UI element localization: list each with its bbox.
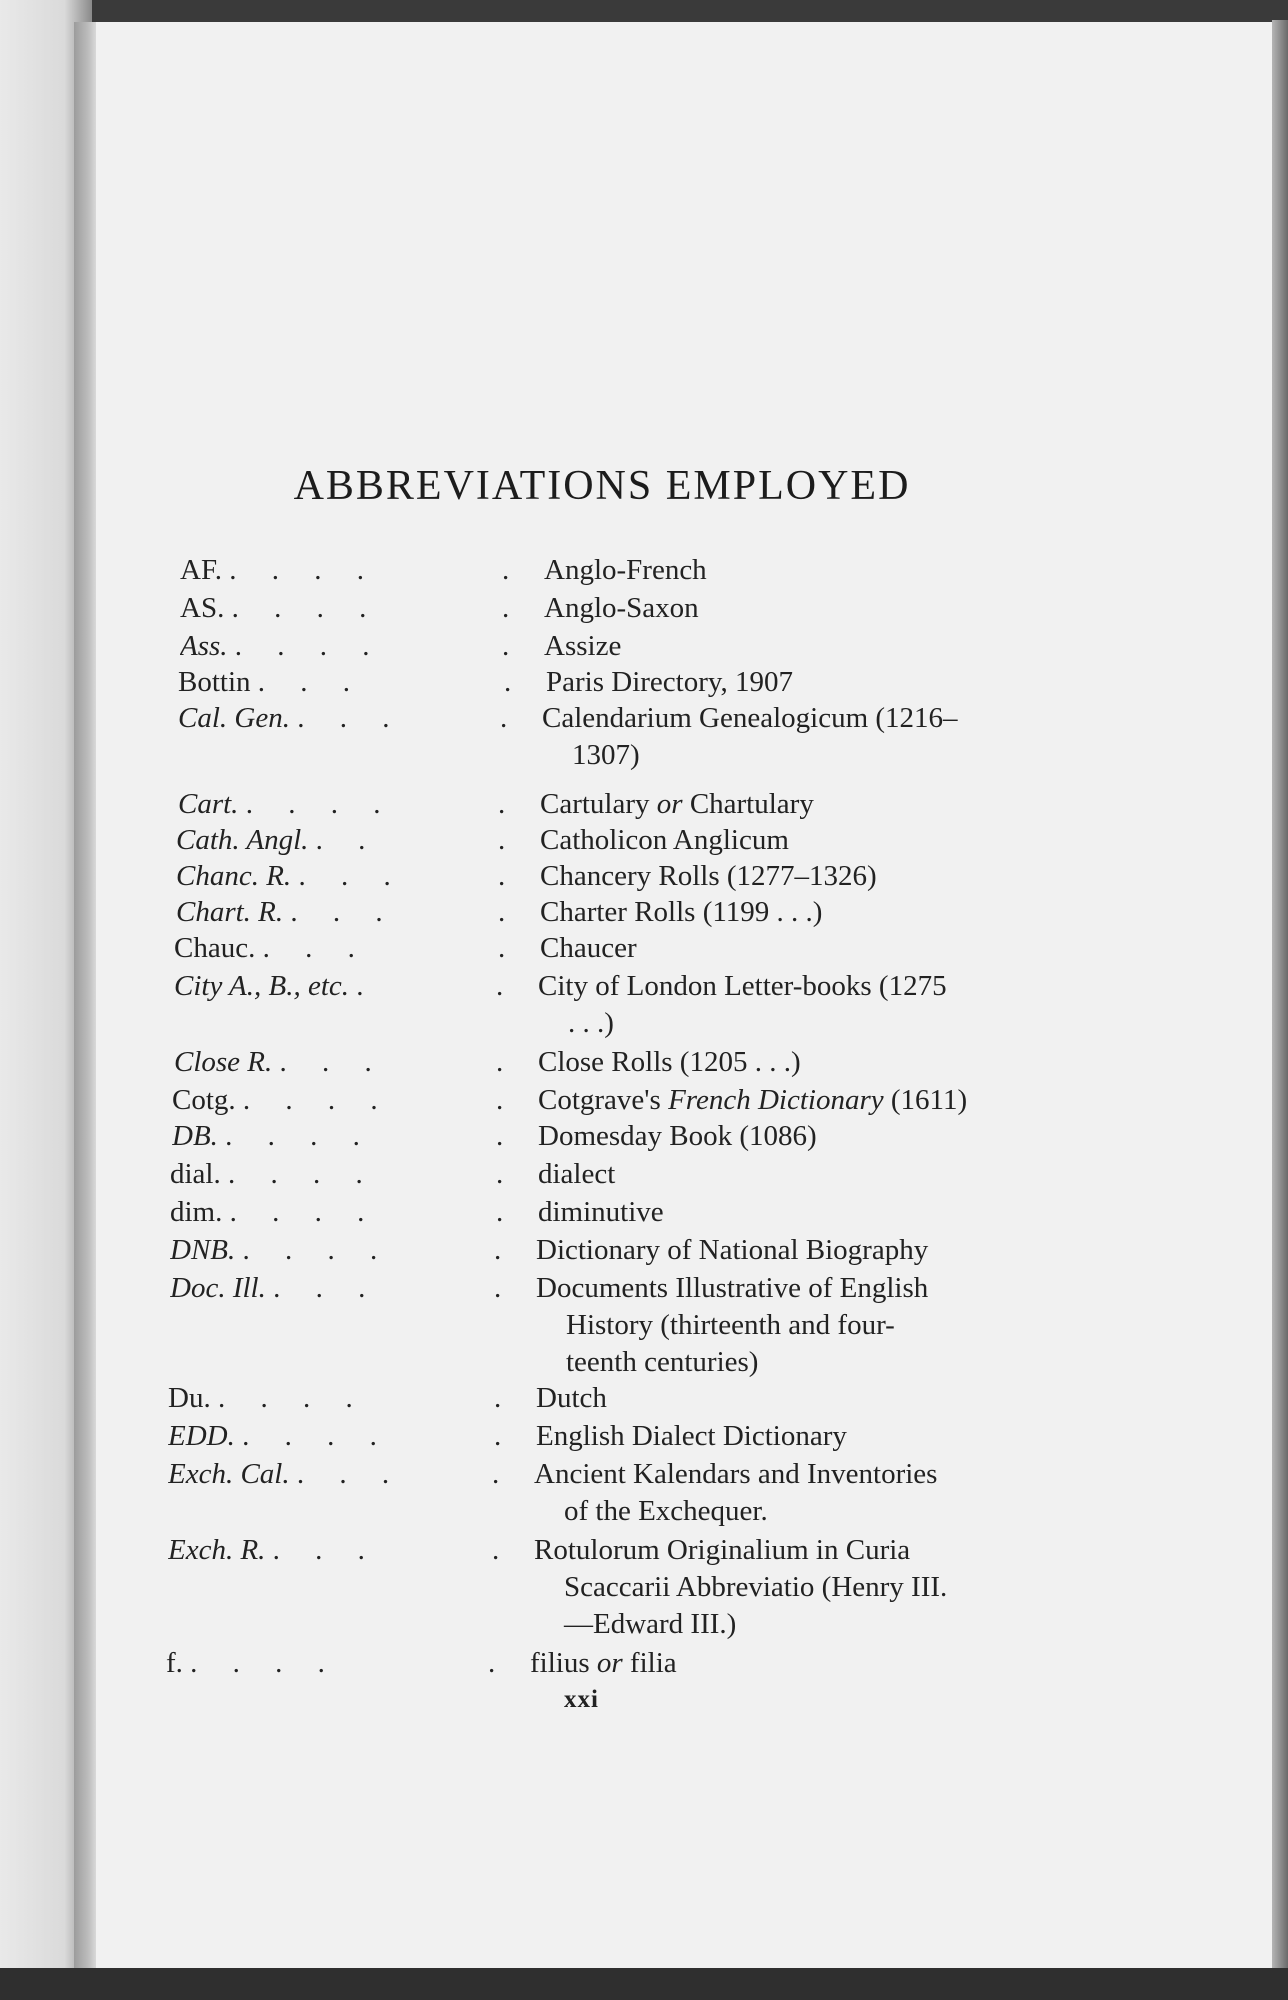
abbreviation <box>172 1118 502 1154</box>
page-title: ABBREVIATIONS EMPLOYED <box>293 463 911 509</box>
definition <box>544 590 1024 627</box>
definition-text: Cartulary <box>540 788 657 820</box>
abbreviation <box>174 968 504 1004</box>
leader-dots: . . . . <box>228 1158 377 1190</box>
leader-dots: . . . <box>297 702 404 734</box>
definition-text: Anglo-French <box>544 554 707 586</box>
leader-dots: . . . . <box>231 592 381 624</box>
definition-continuation: Scaccarii Abbreviatio (Henry III. <box>564 1571 948 1603</box>
leader-dots: . . . <box>273 1272 380 1304</box>
leader-dot: . <box>498 788 506 820</box>
definition-text: (1611) <box>883 1084 968 1116</box>
definition-continuation: —Edward III.) <box>564 1608 737 1640</box>
leader-dots: . . . <box>298 860 405 892</box>
abbreviation <box>170 1156 500 1192</box>
abbreviation <box>180 628 510 664</box>
leader-dots: . . . . <box>242 1084 392 1116</box>
leader-dot: . <box>502 630 510 662</box>
abbreviation-text: f. <box>166 1647 183 1679</box>
page-number: xxi <box>564 1686 599 1713</box>
definition <box>534 1532 1014 1643</box>
definition-text: English Dialect Dictionary <box>536 1420 847 1452</box>
definition <box>538 1156 1018 1193</box>
definition <box>536 1418 1016 1455</box>
leader-dot: . <box>492 1534 500 1566</box>
abbreviation-text: Cal. Gen. <box>178 702 290 734</box>
abbreviation <box>168 1532 498 1568</box>
leader-dot: . <box>504 666 512 698</box>
leader-dots: . . . . <box>229 1196 379 1228</box>
definition-text: filia <box>622 1647 677 1679</box>
definition-continuation: 1307) <box>572 739 640 771</box>
leader-dot: . <box>496 1084 504 1116</box>
definition <box>538 1082 1018 1119</box>
definition <box>536 1232 1016 1269</box>
definition-text: diminutive <box>538 1196 664 1228</box>
leader-dots: . . . . <box>229 554 378 586</box>
abbreviation-text: Du. <box>168 1382 211 1414</box>
abbreviation <box>180 590 510 626</box>
abbreviation-text: Ass. <box>180 630 228 662</box>
leader-dots: . . . <box>279 1046 386 1078</box>
abbreviation-text: City A., B., etc. <box>174 970 350 1002</box>
abbreviation-text: Doc. Ill. <box>170 1272 266 1304</box>
abbreviation <box>170 1232 500 1268</box>
definition-italic-text: or <box>596 1647 623 1679</box>
definition-text: Calendarium Genealogicum (1216– <box>542 702 958 734</box>
abbreviation <box>166 1645 496 1681</box>
definition-text: Rotulorum Originalium in Curia <box>534 1534 911 1566</box>
definition <box>534 1456 1014 1530</box>
abbreviation-text: Cath. Angl. <box>176 824 309 856</box>
abbreviation-text: dim. <box>170 1196 223 1228</box>
definition-text: Domesday Book (1086) <box>538 1120 817 1152</box>
leader-dot: . <box>496 1196 504 1228</box>
definition <box>538 1194 1018 1231</box>
leader-dots: . . . . <box>190 1647 339 1679</box>
abbreviation <box>178 700 508 736</box>
definition <box>536 1270 1016 1381</box>
leader-dot: . <box>496 1046 504 1078</box>
definition-continuation: History (thirteenth and four- <box>566 1309 895 1341</box>
abbreviation-text: DNB. <box>170 1234 236 1266</box>
definition-italic-text: French Dictionary <box>668 1084 884 1116</box>
abbreviation-text: Bottin <box>178 666 251 698</box>
definition-text: Cotgrave's <box>538 1084 669 1116</box>
leader-dot: . <box>498 860 506 892</box>
leader-dots: . . . <box>272 1534 379 1566</box>
leader-dot: . <box>496 1158 504 1190</box>
definition-text: Charter Rolls (1199 . . .) <box>540 896 823 928</box>
abbreviation-text: Exch. Cal. <box>168 1458 290 1490</box>
definition-text: Paris Directory, 1907 <box>546 666 793 698</box>
leader-dot: . <box>494 1420 502 1452</box>
abbreviation <box>168 1380 498 1416</box>
abbreviation-text: Chanc. R. <box>176 860 292 892</box>
definition-text: Documents Illustrative of English <box>536 1272 929 1304</box>
leader-dot: . <box>494 1272 502 1304</box>
definition <box>540 930 1020 967</box>
definition-text: Assize <box>544 630 622 662</box>
leader-dot: . <box>498 932 506 964</box>
definition <box>542 700 1022 774</box>
definition-text: dialect <box>538 1158 616 1190</box>
abbreviation-text: DB. <box>172 1120 218 1152</box>
leader-dots: . . . <box>262 932 369 964</box>
definition <box>544 628 1024 665</box>
abbreviation <box>168 1456 498 1492</box>
leader-dots: . . . <box>296 1458 404 1490</box>
abbreviation <box>176 822 506 858</box>
abbreviation <box>178 786 508 822</box>
leader-dot: . <box>498 824 506 856</box>
abbreviation <box>168 1418 498 1454</box>
leader-dots: . . . <box>257 666 365 698</box>
leader-dot: . <box>494 1234 502 1266</box>
definition <box>544 552 1024 589</box>
leader-dot: . <box>502 592 510 624</box>
abbreviation-text: Cotg. <box>172 1084 236 1116</box>
leader-dots: . . <box>315 824 380 856</box>
leader-dot: . <box>500 702 508 734</box>
leader-dots: . . . . <box>217 1382 367 1414</box>
definition-text: Chaucer <box>540 932 637 964</box>
leader-dot: . <box>494 1382 502 1414</box>
abbreviation <box>174 930 504 966</box>
definition <box>536 1380 1016 1417</box>
abbreviation-text: Chart. R. <box>176 896 284 928</box>
definition-text: Chancery Rolls (1277–1326) <box>540 860 877 892</box>
definition <box>540 894 1020 931</box>
definition-italic-text: or <box>656 788 683 820</box>
leader-dots: . . . <box>290 896 397 928</box>
definition-continuation: . . .) <box>568 1007 614 1039</box>
leader-dot: . <box>496 1120 504 1152</box>
abbreviation-text: Exch. R. <box>168 1534 266 1566</box>
leader-dot: . <box>498 896 506 928</box>
definition-text: Anglo-Saxon <box>544 592 699 624</box>
leader-dots: . . . . <box>245 788 395 820</box>
abbreviation-text: AF. <box>180 554 222 586</box>
abbreviation <box>174 1044 504 1080</box>
definition <box>530 1645 1010 1682</box>
leader-dots: . . . . <box>242 1420 391 1452</box>
definition-text: City of London Letter-books (1275 <box>538 970 947 1002</box>
abbreviation <box>178 664 508 700</box>
leader-dots: . . . . <box>234 630 384 662</box>
abbreviation-text: Close R. <box>174 1046 273 1078</box>
abbreviation <box>170 1270 500 1306</box>
abbreviation-text: Chauc. <box>174 932 256 964</box>
leader-dot: . <box>502 554 510 586</box>
definition <box>540 786 1020 823</box>
abbreviation <box>176 894 506 930</box>
abbreviation-text: AS. <box>180 592 225 624</box>
leader-dot: . <box>492 1458 500 1490</box>
definition-text: Chartulary <box>682 788 814 820</box>
leader-dots: . <box>356 970 378 1002</box>
abbreviation <box>170 1194 500 1230</box>
definition <box>546 664 1026 701</box>
definition-text: Ancient Kalendars and Inventories <box>534 1458 938 1490</box>
definition-continuation: of the Exchequer. <box>564 1495 768 1527</box>
definition <box>538 968 1018 1042</box>
definition <box>540 858 1020 895</box>
definition-text: Dutch <box>536 1382 607 1414</box>
definition <box>538 1118 1018 1155</box>
definition-text: filius <box>530 1647 597 1679</box>
abbreviation <box>180 552 510 588</box>
definition-text: Dictionary of National Biography <box>536 1234 929 1266</box>
abbreviation-text: EDD. <box>168 1420 235 1452</box>
leader-dots: . . . . <box>242 1234 392 1266</box>
abbreviation-text: dial. <box>170 1158 221 1190</box>
definition <box>538 1044 1018 1081</box>
definition-text: Close Rolls (1205 . . .) <box>538 1046 801 1078</box>
leader-dots: . . . . <box>225 1120 374 1152</box>
leader-dot: . <box>488 1647 496 1679</box>
abbreviation <box>172 1082 502 1118</box>
abbreviation-text: Cart. <box>178 788 239 820</box>
abbreviation <box>176 858 506 894</box>
definition-continuation: teenth centuries) <box>566 1346 759 1378</box>
leader-dot: . <box>496 970 504 1002</box>
definition-text: Catholicon Anglicum <box>540 824 789 856</box>
definition <box>540 822 1020 859</box>
